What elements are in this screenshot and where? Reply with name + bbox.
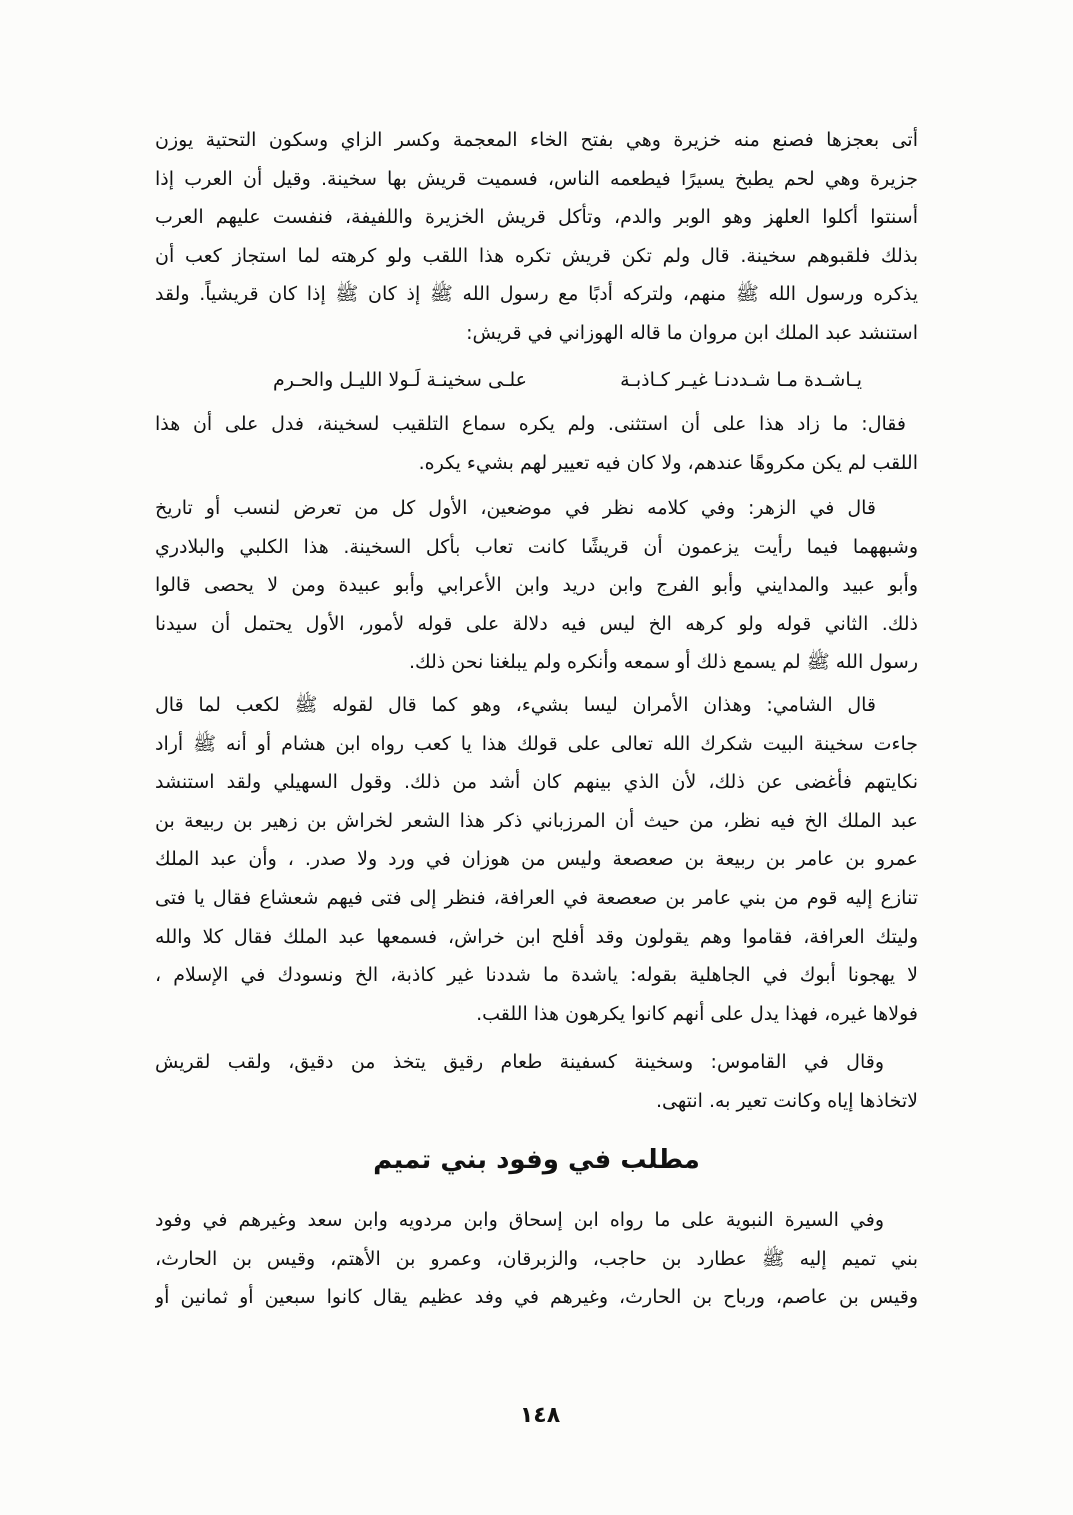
text-line: لاتخاذها إياه وكانت تعير به. انتهى.: [655, 1089, 918, 1112]
text-line: يذكره ورسول الله ﷺ منهم، ولتركه أدبًا مع رسول الله ﷺ إذ كان ﷺ إذا كان قريشياً. ولقد: [155, 283, 918, 306]
text-line: نكايتهم فأغضى عن ذلك، لأن الذي بينهم كان أشد من ذلك. وقول السهيلي ولقد استنشد: [155, 771, 918, 794]
text-line: جاءت سخينة البيت شكرك الله تعالى على قولك هذا يا كعب رواه ابن هشام أو أنه ﷺ أراد: [155, 732, 918, 755]
text-line: بذلك فلقبوهم سخينة. قال ولم تكن قريش تكره هذا اللقب ولو كرهته لما استجاز كعب أن: [155, 244, 918, 267]
text-line: فولاها غيره، فهذا يدل على أنهم كانوا يكرهون هذا اللقب.: [476, 1002, 918, 1025]
poetry-verse: [0, 361, 1073, 399]
text-line: وشبههما فيما رأيت يزعمون أن قريشًا كانت تعاب بأكل السخينة. هذا الكلبي والبلادري: [155, 535, 918, 558]
paragraph-qamus: [155, 1043, 918, 1120]
paragraph-opening: [155, 121, 918, 353]
text-line: بني تميم إليه ﷺ عطارد بن حاجب، والزبرقان، وعمرو بن الأهتم، وقيس بن الحارث،: [155, 1247, 918, 1270]
text-line: وقال في القاموس: وسخينة كسفينة طعام رقيق يتخذ من دقيق، ولقب لقريش: [155, 1051, 884, 1073]
text-line: وقيس بن عاصم، ورباح بن الحارث، وغيرهم في وفد عظيم يقال كانوا سبعين أو ثمانين أو: [155, 1286, 918, 1309]
text-line: اللقب لم يكن مكروهًا عندهم، ولا كان فيه تعيير لهم بشيء يكره.: [418, 451, 918, 474]
text-line: تنازع إليه قوم من بني عامر بن صعصعة في العرافة، فنظر إلى فتى فيهم شعشاع فقال يا فتى: [155, 886, 918, 909]
page-number: ١٤٨: [519, 1403, 561, 1428]
text-line: فقال: ما زاد هذا على أن استثنى. ولم يكره سماع التلقيب لسخينة، فدل على أن هذا: [155, 413, 906, 435]
paragraph-faqal: [155, 405, 918, 482]
text-line: عبد الملك الخ فيه نظر، من حيث أن المرزباني ذكر هذا الشعر لخراش بن زهير بن ربيعة بن: [155, 809, 918, 832]
section-heading: مطلب في وفود بني تميم: [373, 1145, 700, 1175]
text-line: أسنتوا أكلوا العلهز وهو الوبر والدم، وتأكل قريش الخزيرة واللفيفة، فنفست عليهم العرب: [155, 206, 918, 229]
text-line: عمرو بن عامر بن ربيعة بن صعصعة وليس من هوزان في ورد ولا صدر. ، وأن عبد الملك: [155, 848, 918, 871]
text-line: قال الشامي: وهذان الأمران ليسا بشيء، وهو كما قال لقوله ﷺ لكعب لما قال: [155, 694, 876, 716]
paragraph-shami: [155, 686, 918, 1033]
text-line: جزيرة وهي لحم يطبخ يسيرًا فيطعمه الناس، فسميت قريش بها سخينة. وقيل أن العرب إذا: [155, 167, 918, 190]
text-line: رسول الله ﷺ لم يسمع ذلك أو سمعه وأنكره ولم يبلغنا نحن ذلك.: [408, 651, 918, 674]
text-line: ذلك. الثاني قوله ولو كرهه الخ ليس فيه دلالة على قوله لأمور، الأول يحتمل أن سيدنا: [155, 612, 918, 635]
verse-second-hemistich: علـى سخينـة لَـولا الليـل والحـرم: [273, 369, 527, 391]
paragraph-zahr: [155, 489, 918, 682]
text-line: أتى بعجزها فصنع منه خزيرة وهي بفتح الخاء المعجمة وكسر الزاي وسكون التحتية يوزن: [155, 129, 918, 151]
text-line: وأبو عبيد والمدايني وأبو الفرج وابن دريد وابن الأعرابي وأبو عبيدة ومن لا يحصى قالوا: [155, 574, 918, 597]
text-line: وليتك العرافة، فقاموا وهم يقولون وقد أفلح ابن خراش، فسمعها عبد الملك فقال كلا والله: [155, 925, 918, 948]
text-line: وفي السيرة النبوية على ما رواه ابن إسحاق وابن مردويه وابن سعد وغيرهم في وفود: [155, 1209, 884, 1231]
text-line: قال في الزهر: وفي كلامه نظر في موضعين، الأول كل من تعرض لنسب أو تاريخ: [155, 497, 876, 519]
verse-first-hemistich: يـاشـدة مـا شـددنـا غيـر كـاذبـة: [620, 369, 862, 391]
paragraph-sira: [155, 1201, 918, 1317]
text-line: لا يهجونا أبوك في الجاهلية بقوله: ياشدة ما شددنا غير كاذبة، الخ ونسودك في الإسلام ،: [155, 964, 918, 987]
text-line: استنشد عبد الملك ابن مروان ما قاله الهوزاني في قريش:: [466, 321, 918, 344]
